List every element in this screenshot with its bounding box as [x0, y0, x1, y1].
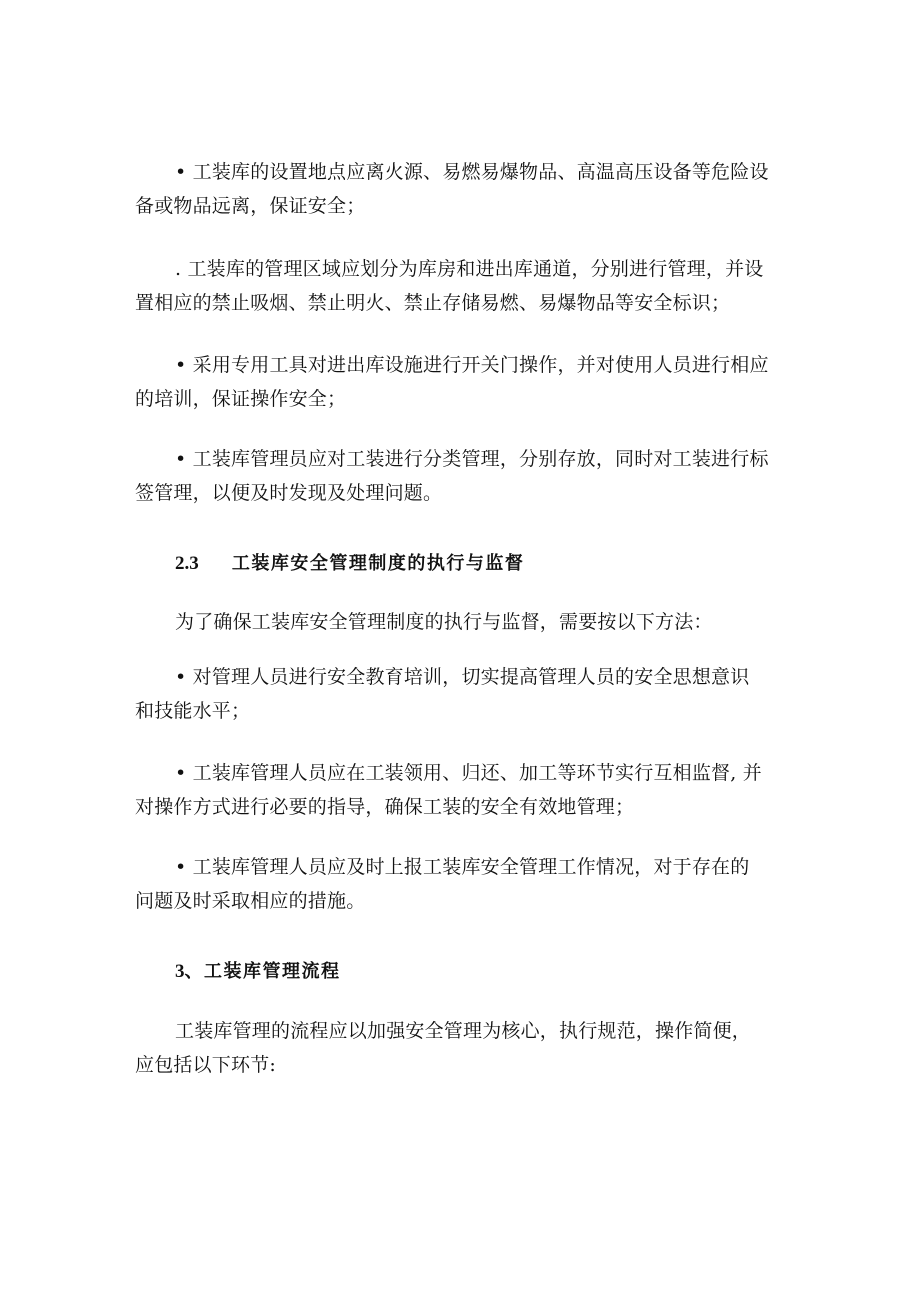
paragraph-line: 工装库管理的流程应以加强安全管理为核心，执行规范，操作简便，	[175, 1020, 752, 1042]
bullet-paragraph-training	[135, 660, 795, 728]
bullet-paragraph-reporting	[135, 850, 795, 918]
intro-paragraph-process	[135, 1014, 795, 1082]
paragraph-line: 对操作方式进行必要的指导，确保工装的安全有效地管理；	[135, 796, 635, 818]
paragraph-line: • 工装库管理人员应及时上报工装库安全管理工作情况，对于存在的	[175, 856, 750, 878]
section-number: 3	[175, 961, 185, 982]
section-heading-3	[175, 954, 341, 989]
paragraph-line: • 工装库管理人员应在工装领用、归还、加工等环节实行互相监督, 并	[175, 762, 762, 784]
section-title: 工装库安全管理制度的执行与监督	[231, 553, 525, 574]
paragraph-line: • 对管理人员进行安全教育培训，切实提高管理人员的安全思想意识	[175, 666, 750, 688]
paragraph-line: 为了确保工装库安全管理制度的执行与监督，需要按以下方法：	[175, 611, 713, 633]
section-number: 2.3	[175, 553, 199, 574]
bullet-paragraph-tools	[135, 348, 795, 416]
paragraph-line: • 工装库的设置地点应离火源、易燃易爆物品、高温高压设备等危险设	[175, 161, 769, 183]
paragraph-line: 问题及时采取相应的措施。	[135, 890, 366, 912]
intro-paragraph-supervision	[135, 605, 795, 639]
paragraph-line: • 工装库管理员应对工装进行分类管理，分别存放，同时对工装进行标	[175, 448, 769, 470]
section-title: 、工装库管理流程	[184, 961, 341, 982]
paragraph-line: 置相应的禁止吸烟、禁止明火、禁止存储易燃、易爆物品等安全标识；	[135, 292, 731, 314]
paragraph-line: 应包括以下环节:	[135, 1054, 277, 1076]
paragraph-line: • 采用专用工具对进出库设施进行开关门操作，并对使用人员进行相应	[175, 354, 769, 376]
paragraph-line: 的培训，保证操作安全；	[135, 388, 347, 410]
section-heading-2-3	[175, 546, 524, 581]
paragraph-line: 和技能水平；	[135, 700, 251, 722]
paragraph-line: . 工装库的管理区域应划分为库房和进出库通道，分别进行管理，并设	[175, 258, 764, 280]
bullet-paragraph-classification	[135, 442, 795, 510]
bullet-paragraph-location	[135, 155, 795, 223]
bullet-paragraph-mutual-supervision	[135, 756, 795, 824]
paragraph-line: 备或物品远离，保证安全；	[135, 195, 366, 217]
bullet-paragraph-zoning	[135, 252, 795, 320]
paragraph-line: 签管理，以便及时发现及处理问题。	[135, 482, 443, 504]
